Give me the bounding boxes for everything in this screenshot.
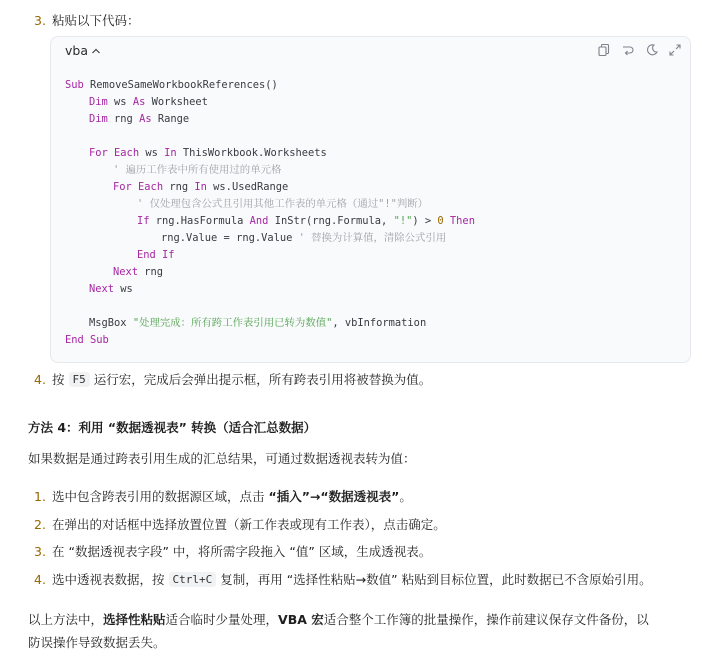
code-line: End If: [137, 249, 175, 261]
list-number: 4.: [34, 571, 46, 587]
code-block: [50, 36, 691, 363]
list-text: 选中包含跨表引用的数据源区域，点击: [52, 489, 265, 504]
code-line: Next ws: [89, 283, 133, 295]
list-text: 在 “数据透视表字段” 中，将所需字段拖入 “值” 区域，生成透视表。: [52, 544, 432, 559]
summary-line-1: [28, 610, 649, 628]
chevron-up-icon: [90, 45, 102, 57]
summary-text: 适合临时少量处理，: [165, 612, 279, 627]
step-number: 3.: [34, 12, 46, 28]
list-text: 选中透视表数据，按: [52, 572, 165, 587]
list-text: 。: [399, 489, 412, 504]
code-line: If rng.HasFormula And InStr(rng.Formula, "!") > 0 Then: [137, 215, 475, 227]
code-language[interactable]: [65, 43, 102, 58]
summary-text: 适合整个工作簿的批量操作，操作前建议保存文件备份，以: [323, 612, 649, 627]
wrap-icon[interactable]: [621, 43, 635, 57]
step-text: 运行宏，完成后会弹出提示框，所有跨表引用将被替换为值。: [93, 372, 432, 387]
code-line: End Sub: [65, 334, 109, 346]
step-text: 按: [52, 372, 65, 387]
code-block-header: [51, 37, 690, 65]
code-line: Dim ws As Worksheet: [89, 96, 208, 108]
summary-bold: VBA 宏: [278, 612, 324, 627]
summary-text: 以上方法中，: [28, 612, 104, 627]
section-intro: 如果数据是通过跨表引用生成的汇总结果，可通过数据透视表转为值：: [28, 451, 416, 466]
code-comment: ' 遍历工作表中所有使用过的单元格: [113, 164, 282, 176]
code-line: Sub RemoveSameWorkbookReferences(): [65, 79, 278, 91]
list-item: [34, 487, 412, 505]
list-item: [34, 542, 431, 560]
expand-icon[interactable]: [668, 43, 682, 57]
inline-code-key: Ctrl+C: [169, 572, 217, 587]
code-line: rng.Value = rng.Value ' 替换为计算值，清除公式引用: [161, 232, 447, 244]
section-heading: 方法 4：利用 “数据透视表” 转换（适合汇总数据）: [28, 420, 317, 435]
theme-moon-icon[interactable]: [645, 43, 659, 57]
step-text: 粘贴以下代码：: [52, 13, 140, 28]
summary-line-2: 防误操作导致数据丢失。: [28, 635, 166, 650]
step-3: [34, 11, 140, 29]
code-line: Next rng: [113, 266, 164, 278]
code-line: For Each rng In ws.UsedRange: [113, 181, 289, 193]
code-line: MsgBox "处理完成：所有跨工作表引用已转为数值", vbInformation: [89, 317, 427, 329]
list-text: 复制，再用 “选择性粘贴→数值” 粘贴到目标位置，此时数据已不含原始引用。: [220, 572, 652, 587]
list-item: [34, 570, 652, 588]
copy-icon[interactable]: [597, 43, 611, 57]
code-comment: ' 仅处理包含公式且引用其他工作表的单元格（通过"!"判断）: [137, 198, 429, 210]
code-line: Dim rng As Range: [89, 113, 190, 125]
code-language-label: vba: [65, 43, 88, 58]
list-number: 1.: [34, 488, 46, 504]
step-4: [34, 370, 431, 388]
list-bold-text: “插入”→“数据透视表”: [268, 489, 400, 504]
list-number: 2.: [34, 516, 46, 532]
code-line: For Each ws In ThisWorkbook.Worksheets: [89, 147, 327, 159]
list-text: 在弹出的对话框中选择放置位置（新工作表或现有工作表），点击确定。: [52, 517, 446, 532]
summary-bold: 选择性粘贴: [103, 612, 166, 627]
inline-code-key: F5: [69, 372, 90, 387]
list-number: 3.: [34, 543, 46, 559]
list-item: [34, 515, 446, 533]
step-number: 4.: [34, 371, 46, 387]
